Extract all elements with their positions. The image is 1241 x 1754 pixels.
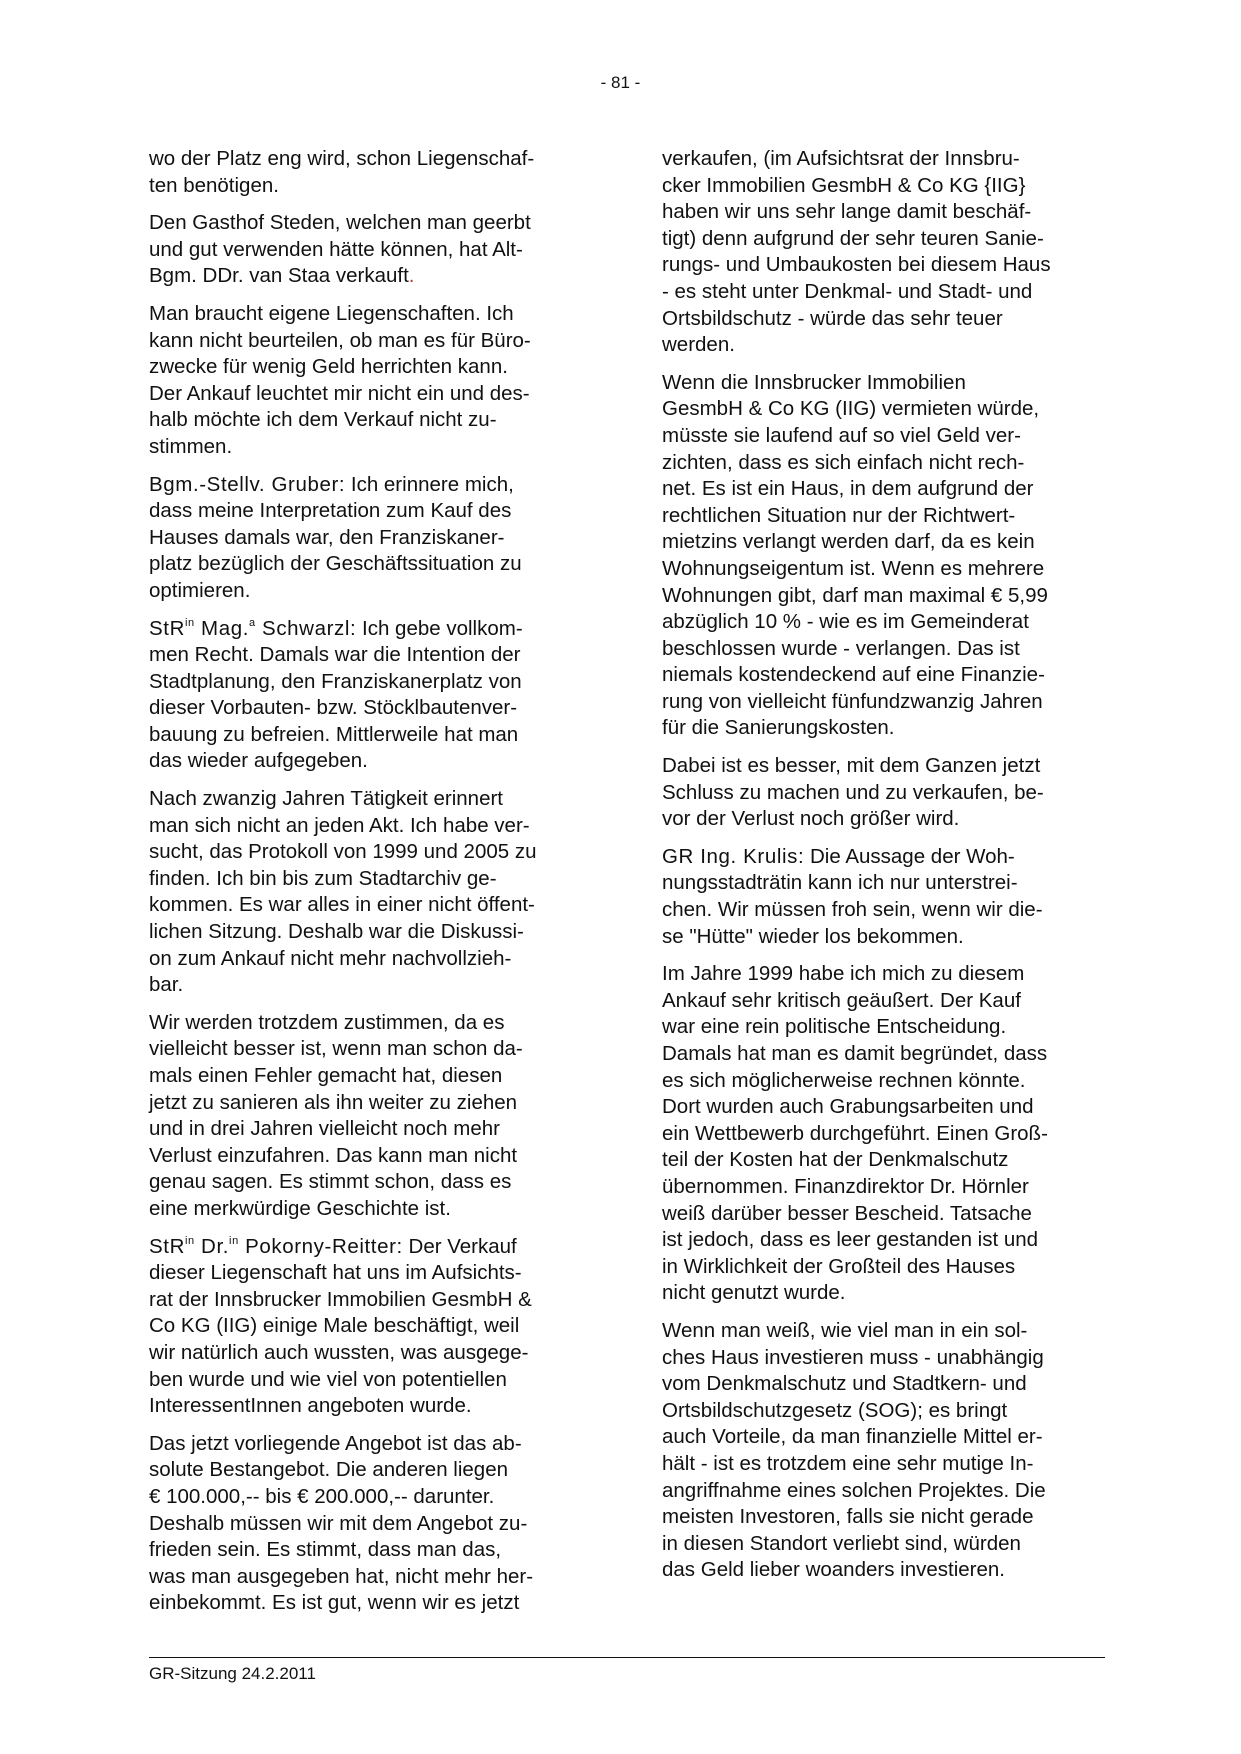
paragraph-text: Das jetzt vorliegende Angebot ist das ab- solute Bestangebot. Die anderen liegen € 100.000,-- bis € 200.000,-- darunter. Deshalb müssen wir mit dem Angebot zu- frieden sein. Es stimmt, dass man das, was man ausgegeben hat, nicht mehr her- einbekommt. Es ist gut, wenn wir es jetzt [149, 1431, 534, 1615]
speaker-title-suffix: in [184, 616, 195, 629]
paragraph [149, 1010, 594, 1223]
paragraph-text: Im Jahre 1999 habe ich mich zu diesem Ankauf sehr kritisch geäußert. Der Kauf war eine rein politische Entscheidung. Damals hat man es damit begründet, dass es sich möglicherweise rechnen könnte. Dort wurden auch Grabungsarbeiten und ein Wettbewerb durchgeführt. Einen Groß- teil der Kosten hat der Denkmalschutz übernommen. Finanzdirektor Dr. Hörnler weiß darüber besser Bescheid. Tatsache ist jedoch, dass es leer gestanden ist und in Wirklichkeit der Großteil des Hauses nicht genutzt wurde. [662, 962, 1048, 1305]
paragraph-text: Wir werden trotzdem zustimmen, da es vielleicht besser ist, wenn man schon da- mals einen Fehler gemacht hat, diesen jetzt zu sanieren als ihn weiter zu ziehen und in drei Jahren vielleicht noch mehr Verlust einzufahren. Das kann man nicht genau sagen. Es stimmt schon, dass es eine merkwürdige Geschichte ist. [149, 1010, 523, 1220]
paragraph-text: verkaufen, (im Aufsichtsrat der Innsbru- cker Immobilien GesmbH & Co KG {IIG} haben wir uns sehr lange damit beschäf- tigt) denn aufgrund der sehr teuren Sanie- rungs- und Umbaukosten bei diesem Haus - es steht unter Denkmal- und Stadt- und Ortsbildschutz - würde das sehr teuer werden. [662, 147, 1051, 357]
speaker-degree: Mag. [194, 616, 250, 640]
paragraph [662, 1318, 1112, 1584]
speaker-surname: Pokorny-Reitter: [238, 1234, 403, 1258]
speaker-name: GR Ing. Krulis: [662, 844, 805, 868]
speaker-title-suffix: in [184, 1234, 195, 1247]
speaker-name [149, 1235, 403, 1258]
paragraph [662, 753, 1112, 833]
paragraph-text: wo der Platz eng wird, schon Liegenschaf- ten benötigen. [149, 147, 535, 197]
speaker-name [149, 617, 356, 640]
left-column [149, 146, 594, 1628]
speaker-title: StR [149, 616, 185, 640]
paragraph-text: Ich erinnere mich, dass meine Interpretation zum Kauf des Hauses damals war, den Franziskaner- platz bezüglich der Geschäftssituation zu optimieren. [149, 472, 522, 602]
paragraph-text: Dabei ist es besser, mit dem Ganzen jetzt Schluss zu machen und zu verkaufen, be- vor der Verlust noch größer wird. [662, 754, 1044, 831]
speaker-name: Bgm.-Stellv. Gruber: [149, 472, 346, 496]
footer-text: GR-Sitzung 24.2.2011 [149, 1664, 316, 1683]
paragraph [662, 146, 1112, 359]
paragraph-text: Der Verkauf dieser Liegenschaft hat uns im Aufsichts- rat der Innsbrucker Immobilien GesmbH & Co KG (IIG) einige Male beschäftigt, weil wir natürlich auch wussten, was ausgege- ben wurde und wie viel von potentiellen InteressentInnen angeboten wurde. [149, 1234, 532, 1418]
paragraph [149, 301, 594, 461]
speaker-title: StR [149, 1234, 185, 1258]
speaker-degree: Dr. [194, 1234, 230, 1258]
footer-rule [149, 1657, 1105, 1658]
right-column [662, 146, 1112, 1595]
speaker-surname: Schwarzl: [255, 616, 357, 640]
paragraph-text: Ich gebe vollkom- men Recht. Damals war die Intention der Stadtplanung, den Franziskanerplatz von dieser Vorbauten- bzw. Stöcklbautenver- bauung zu befreien. Mittlerweile hat man das wieder aufgegeben. [149, 616, 523, 773]
paragraph-text: Man braucht eigene Liegenschaften. Ich kann nicht beurteilen, ob man es für Büro- zwecke für wenig Geld herrichten kann. Der Ankauf leuchtet mir nicht ein und des- halb möchte ich dem Verkauf nicht zu- stimmen. [149, 301, 531, 458]
speaker-paragraph [662, 844, 1112, 950]
paragraph [149, 210, 594, 290]
speaker-paragraph [149, 472, 594, 605]
paragraph-text: Nach zwanzig Jahren Tätigkeit erinnert man sich nicht an jeden Akt. Ich habe ver- sucht, das Protokoll von 1999 und 2005 zu finden. Ich bin bis zum Stadtarchiv ge- kommen. Es war alles in einer nicht öffent- lichen Sitzung. Deshalb war die Diskussi- on zum Ankauf nicht mehr nachvollzieh- bar. [149, 787, 537, 997]
paragraph [662, 370, 1112, 742]
paragraph-text: Den Gasthof Steden, welchen man geerbt und gut verwenden hätte können, hat Alt- Bgm. DDr. van Staa verkauft [149, 211, 531, 288]
paragraph [149, 1431, 594, 1617]
paragraph-text: Wenn man weiß, wie viel man in ein sol- ches Haus investieren muss - unabhängig vom Denkmalschutz und Stadtkern- und Ortsbildschutzgesetz (SOG); es bringt auch Vorteile, da man finanzielle Mittel er- hält - ist es trotzdem eine sehr mutige In- angriffnahme eines solchen Projektes. Die meisten Investoren, falls sie nicht gerade in diesen Standort verliebt sind, würden das Geld lieber woanders investieren. [662, 1318, 1046, 1582]
speaker-paragraph [149, 1234, 594, 1420]
paragraph [149, 786, 594, 999]
paragraph [662, 961, 1112, 1307]
paragraph-text: Die Aussage der Woh- nungsstadträtin kann ich nur unterstrei- chen. Wir müssen froh sein, wenn wir die- se "Hütte" wieder los bekommen. [662, 844, 1043, 948]
speaker-degree-suffix: in [229, 1234, 239, 1247]
paragraph-end-mark: . [408, 264, 415, 288]
paragraph [149, 146, 594, 199]
page-number: - 81 - [600, 73, 641, 92]
speaker-degree-suffix: a [249, 616, 256, 629]
speaker-paragraph [149, 616, 594, 776]
paragraph-text: Wenn die Innsbrucker Immobilien GesmbH & Co KG (IIG) vermieten würde, müsste sie laufend auf so viel Geld ver- zichten, dass es sich einfach nicht rech- net. Es ist ein Haus, in dem aufgrund der rechtlichen Situation nur der Richtwert- mietzins verlangt werden darf, da es kein Wohnungseigentum ist. Wenn es mehrere Wohnungen gibt, darf man maximal € 5,99 abzüglich 10 % - wie es im Gemeinderat beschlossen wurde - verlangen. Das ist niemals kostendeckend auf eine Finanzie- rung von vielleicht fünfundzwanzig Jahren für die Sanierungskosten. [662, 370, 1048, 740]
